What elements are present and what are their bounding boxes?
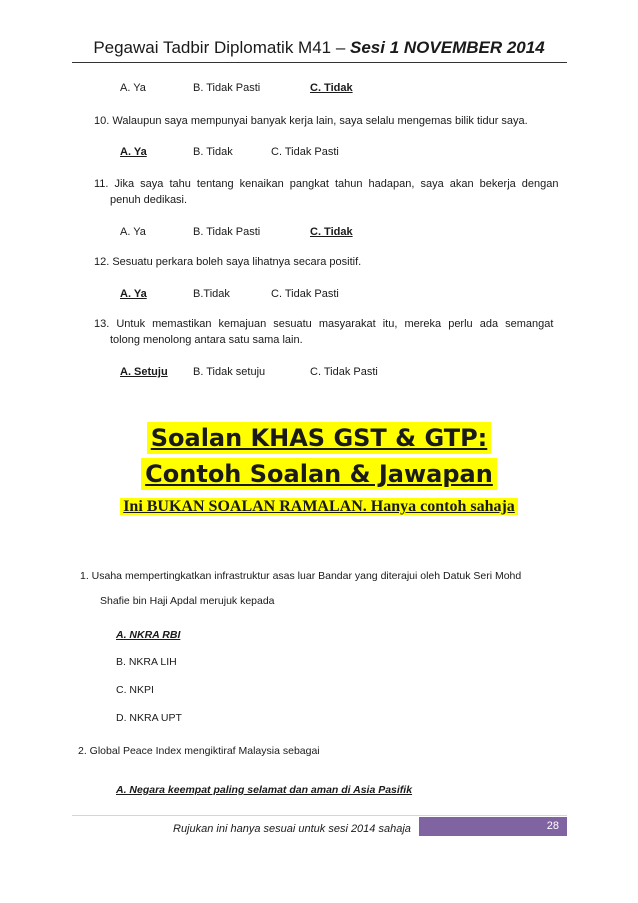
q10-option-a-answer: A. Ya <box>120 146 147 158</box>
header-session: Sesi 1 NOVEMBER 2014 <box>350 38 545 57</box>
footer-rule <box>72 815 567 816</box>
banner-title-1-text: Soalan KHAS GST & GTP: <box>147 422 492 454</box>
gq1-option-b: B. NKRA LIH <box>116 656 177 668</box>
q12-option-c: C. Tidak Pasti <box>271 288 339 300</box>
footer-note: Rujukan ini hanya sesuai untuk sesi 2014 sahaja <box>173 823 411 835</box>
q13-option-a-answer: A. Setuju <box>120 366 168 378</box>
q13-option-b: B. Tidak setuju <box>193 366 266 378</box>
q10-text: 10. Walaupun saya mempunyai banyak kerja lain, saya selalu mengemas bilik tidur saya. <box>94 115 528 127</box>
q12-text: 12. Sesuatu perkara boleh saya lihatnya secara positif. <box>94 256 362 268</box>
q11-option-b: B. Tidak Pasti <box>193 226 261 238</box>
header-title: Pegawai Tadbir Diplomatik M41 – <box>93 38 351 57</box>
page-number-box <box>419 817 567 836</box>
banner-title-1 <box>0 424 638 452</box>
q9-option-c-answer: C. Tidak <box>310 82 353 94</box>
banner-title-2-text: Contoh Soalan & Jawapan <box>141 458 497 490</box>
gq2-option-a-answer: A. Negara keempat paling selamat dan aman di Asia Pasifik <box>116 784 413 796</box>
gq1-text: 1. Usaha mempertingkatkan infrastruktur asas luar Bandar yang diterajui oleh Datuk Seri Mohd <box>80 570 522 582</box>
q10-option-b: B. Tidak <box>193 146 233 158</box>
q13-text-cont: tolong menolong antara satu sama lain. <box>110 334 303 346</box>
q9-option-b: B. Tidak Pasti <box>193 82 261 94</box>
q12-option-b: B.Tidak <box>193 288 230 300</box>
q10-option-c: C. Tidak Pasti <box>271 146 339 158</box>
q11-text: 11. Jika saya tahu tentang kenaikan pangkat tahun hadapan, saya akan bekerja dengan <box>94 178 559 190</box>
gq1-option-c: C. NKPI <box>116 684 154 696</box>
banner-subtitle-text: Ini BUKAN SOALAN RAMALAN. Hanya contoh sahaja <box>120 498 518 515</box>
q13-option-c: C. Tidak Pasti <box>310 366 378 378</box>
gq1-option-a-answer: A. NKRA RBI <box>116 629 181 641</box>
q11-option-c-answer: C. Tidak <box>310 226 353 238</box>
gq1-text-cont: Shafie bin Haji Apdal merujuk kepada <box>100 595 275 607</box>
q11-text-cont: penuh dedikasi. <box>110 194 188 206</box>
q13-text: 13. Untuk memastikan kemajuan sesuatu masyarakat itu, mereka perlu ada semangat <box>94 318 554 330</box>
page-header <box>0 38 638 58</box>
q11-option-a: A. Ya <box>120 226 146 238</box>
header-rule <box>72 62 567 63</box>
page-number: 28 <box>546 820 559 832</box>
gq1-option-d: D. NKRA UPT <box>116 712 182 724</box>
banner-subtitle <box>0 498 638 516</box>
gq2-text: 2. Global Peace Index mengiktiraf Malaysia sebagai <box>78 745 320 757</box>
q12-option-a-answer: A. Ya <box>120 288 147 300</box>
q9-option-a: A. Ya <box>120 82 146 94</box>
banner-title-2 <box>0 460 638 488</box>
